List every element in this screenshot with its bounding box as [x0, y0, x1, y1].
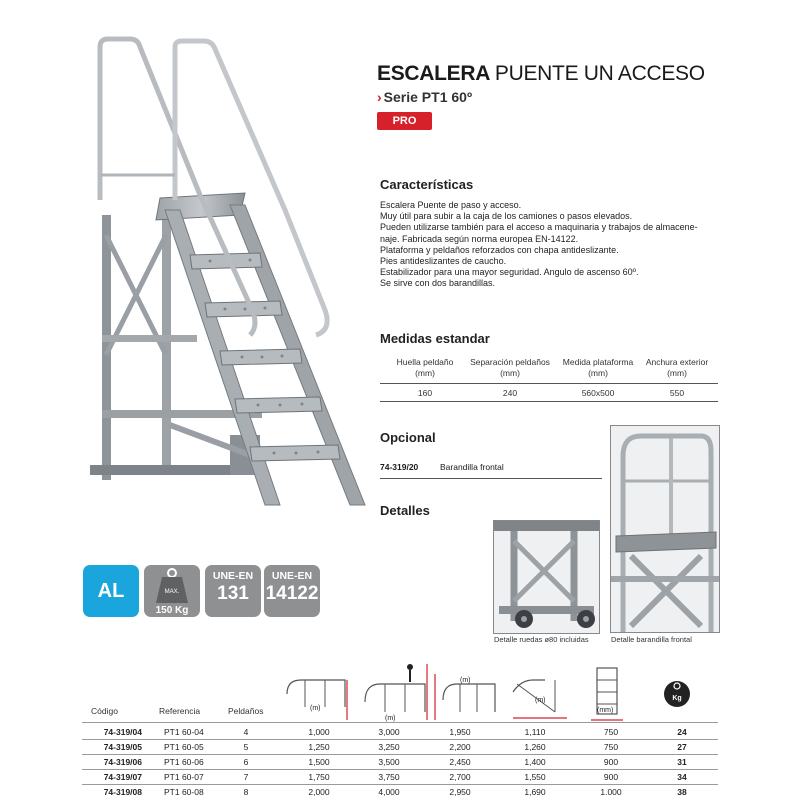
table-row	[82, 787, 718, 798]
series-label	[377, 89, 472, 105]
weight-kg-icon	[664, 681, 690, 707]
feature-line: Muy útil para subir a la caja de los camiones o pasos elevados.	[380, 211, 633, 222]
cell-base-length: 1,690	[524, 787, 546, 797]
ladder-product-image	[80, 35, 370, 525]
cell-steps: 5	[243, 742, 249, 752]
cell-platform-height: 1,750	[308, 772, 330, 782]
features-description	[380, 200, 720, 290]
features-heading: Características	[380, 177, 474, 192]
unit-label: (mm)	[597, 707, 614, 714]
width-icon	[591, 668, 623, 720]
une-14122-badge	[264, 565, 320, 617]
wheels-caption: Detalle ruedas ø80 incluidas	[494, 635, 589, 644]
series-text: Serie PT1 60º	[383, 89, 473, 105]
feature-line: Estabilizador para una mayor seguridad. Angulo de ascenso 60º.	[380, 267, 639, 278]
max-load-value: 150 Kg	[155, 605, 189, 616]
divider	[82, 754, 718, 755]
norm-number: 14122	[265, 583, 319, 604]
cell-ref: PT1 60-04	[164, 727, 204, 737]
une-131-badge	[205, 565, 261, 617]
unit-label: (m)	[460, 677, 471, 684]
table-row	[82, 772, 718, 783]
divider	[82, 769, 718, 770]
feature-line: Plataforma y peldaños reforzados con chapa antideslizante.	[380, 244, 619, 255]
max-load-badge	[144, 565, 200, 617]
cell-working-height: 3,500	[378, 757, 400, 767]
measure-header-label: Medida plataforma	[562, 357, 634, 367]
title-light: PUENTE UN ACCESO	[494, 62, 705, 85]
table-dimension-icons	[285, 662, 725, 724]
divider	[82, 784, 718, 785]
optional-code: 74-319/20	[380, 462, 419, 472]
cell-weight: 38	[677, 787, 687, 797]
cell-total-height: 1,950	[449, 727, 471, 737]
standard-measures-heading: Medidas estandar	[380, 331, 490, 346]
feature-line: naje. Fabricada según norma europea EN-14122.	[380, 233, 579, 244]
cell-ref: PT1 60-08	[164, 787, 204, 797]
measure-value: 550	[669, 388, 685, 398]
base-length-icon	[513, 680, 567, 718]
cell-ref: PT1 60-06	[164, 757, 204, 767]
total-height-icon	[435, 674, 495, 720]
cell-base-length: 1,110	[524, 727, 546, 737]
measure-value: 160	[417, 388, 433, 398]
page-title	[377, 62, 705, 86]
measure-header	[465, 357, 555, 379]
cell-width: 750	[603, 727, 619, 737]
title-bold: ESCALERA	[377, 62, 490, 85]
cell-base-length: 1,550	[524, 772, 546, 782]
measure-value: 560x500	[581, 388, 615, 398]
platform-height-icon	[287, 680, 347, 720]
measure-header	[632, 357, 722, 379]
cell-width: 1.000	[600, 787, 622, 797]
measure-value: 240	[502, 388, 518, 398]
cell-steps: 6	[243, 757, 249, 767]
cell-working-height: 4,000	[378, 787, 400, 797]
divider	[380, 478, 602, 479]
cell-width: 750	[603, 742, 619, 752]
cell-steps: 4	[243, 727, 249, 737]
cell-working-height: 3,000	[378, 727, 400, 737]
cell-total-height: 2,950	[449, 787, 471, 797]
unit-label: (m)	[310, 705, 321, 712]
unit-label: (m)	[385, 715, 396, 722]
cell-total-height: 2,700	[449, 772, 471, 782]
max-label: MAX.	[164, 589, 180, 595]
cell-total-height: 2,200	[449, 742, 471, 752]
norm-top: UNE-EN	[212, 570, 254, 582]
table-row	[82, 727, 718, 738]
cell-ref: PT1 60-07	[164, 772, 204, 782]
measure-header-label: Anchura exterior	[645, 357, 709, 367]
feature-line: Pies antideslizantes de caucho.	[380, 256, 507, 267]
measure-header	[380, 357, 470, 379]
feature-line: Pueden utilizarse también para el acceso a maquinaria y trabajos de almacene-	[380, 222, 698, 233]
cell-width: 900	[603, 772, 619, 782]
divider	[82, 739, 718, 740]
front-rail-photo	[610, 425, 720, 633]
optional-label: Barandilla frontal	[440, 462, 504, 472]
unit-label: (m)	[535, 697, 546, 704]
table-row	[82, 742, 718, 753]
measure-header	[553, 357, 643, 379]
cell-code: 74-319/04	[103, 727, 142, 737]
wheels-photo	[493, 520, 600, 634]
cell-weight: 24	[677, 727, 687, 737]
cell-code: 74-319/05	[103, 742, 142, 752]
cell-code: 74-319/07	[103, 772, 142, 782]
cell-platform-height: 1,000	[308, 727, 330, 737]
norm-top: UNE-EN	[271, 570, 313, 582]
cell-total-height: 2,450	[449, 757, 471, 767]
cell-weight: 31	[677, 757, 687, 767]
measure-header-label: Separación peldaños	[470, 357, 550, 367]
norm-number: 131	[217, 583, 249, 604]
cell-code: 74-319/06	[103, 757, 142, 767]
cell-working-height: 3,750	[378, 772, 400, 782]
cell-weight: 34	[677, 772, 687, 782]
cell-steps: 8	[243, 787, 249, 797]
divider	[380, 383, 718, 384]
cell-platform-height: 1,500	[308, 757, 330, 767]
cell-code: 74-319/08	[103, 787, 142, 797]
divider	[380, 401, 718, 402]
cell-ref: PT1 60-05	[164, 742, 204, 752]
measure-header-unit: (mm)	[667, 368, 687, 378]
cell-working-height: 3,250	[378, 742, 400, 752]
cell-platform-height: 2,000	[308, 787, 330, 797]
cell-weight: 27	[677, 742, 687, 752]
details-heading: Detalles	[380, 503, 430, 518]
working-height-icon	[365, 664, 427, 722]
cell-width: 900	[603, 757, 619, 767]
pro-badge: PRO	[377, 112, 432, 130]
cell-base-length: 1,260	[524, 742, 546, 752]
cell-steps: 7	[243, 772, 249, 782]
rail-caption: Detalle barandilla frontal	[611, 635, 692, 644]
weight-icon	[144, 565, 200, 617]
feature-line: Se sirve con dos barandillas.	[380, 278, 496, 289]
divider	[82, 722, 718, 723]
measure-header-label: Huella peldaño	[396, 357, 454, 367]
col-header-steps: Peldaños	[228, 706, 264, 716]
col-header-ref: Referencia	[159, 706, 201, 716]
measure-header-unit: (mm)	[500, 368, 520, 378]
cell-base-length: 1,400	[524, 757, 546, 767]
table-row	[82, 757, 718, 768]
col-header-code: Código	[91, 706, 118, 716]
aluminium-badge: AL	[83, 565, 139, 617]
measure-header-unit: (mm)	[415, 368, 435, 378]
chevron-right-icon: ›	[377, 89, 382, 105]
measure-header-unit: (mm)	[588, 368, 608, 378]
optional-heading: Opcional	[380, 430, 436, 445]
feature-line: Escalera Puente de paso y acceso.	[380, 200, 522, 210]
cell-platform-height: 1,250	[308, 742, 330, 752]
kg-label: Kg	[672, 695, 682, 702]
